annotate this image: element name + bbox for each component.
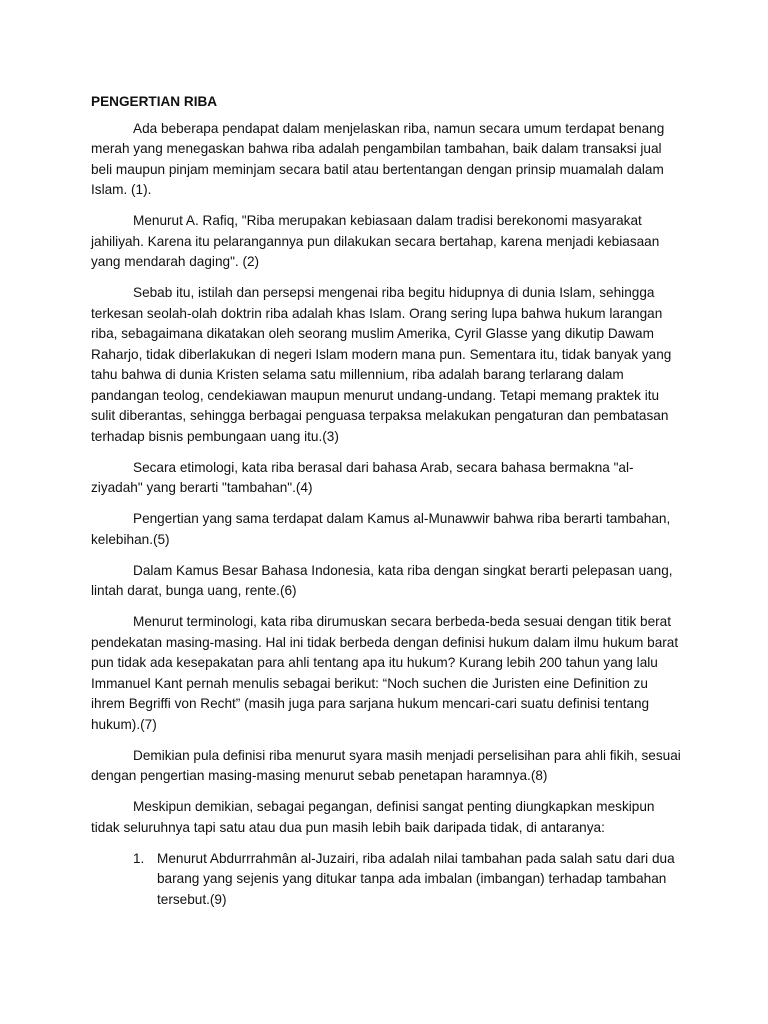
list-item-number: 1. xyxy=(133,850,145,866)
list-item-text: Menurut Abdurrrahmân al-Juzairi, riba adalah nilai tambahan pada salah satu dari dua barang yang sejenis yang ditukar tanpa ada imbalan (imbangan) terhadap tambahan tersebut.(9) xyxy=(157,850,675,907)
document-title: PENGERTIAN RIBA xyxy=(91,94,218,109)
document-body xyxy=(91,92,681,910)
list-item xyxy=(133,849,681,911)
paragraph: Sebab itu, istilah dan persepsi mengenai riba begitu hidupnya di dunia Islam, sehingga terkesan seolah-olah doktrin riba adalah khas Islam. Orang sering lupa bahwa hukum larangan riba, sebagaimana dikatakan oleh seorang muslim Amerika, Cyril Glasse yang dikutip Dawam Raharjo, tidak diberlakukan di negeri Islam modern mana pun. Sementara itu, tidak banyak yang tahu bahwa di dunia Kristen selama satu millennium, riba adalah barang terlarang dalam pandangan teolog, cendekiawan maupun menurut undang-undang. Tetapi memang praktek itu sulit diberantas, sehingga berbagai penguasa terpaksa melakukan pengaturan dan pembatasan terhadap bisnis pembungaan uang itu.(3) xyxy=(91,285,672,444)
paragraph: Meskipun demikian, sebagai pegangan, definisi sangat penting diungkapkan meskipun tidak seluruhnya tapi satu atau dua pun masih lebih baik daripada tidak, di antaranya: xyxy=(91,799,655,835)
paragraph: Pengertian yang sama terdapat dalam Kamus al-Munawwir bahwa riba berarti tambahan, kelebihan.(5) xyxy=(91,511,671,547)
paragraph: Demikian pula definisi riba menurut syara masih menjadi perselisihan para ahli fikih, sesuai dengan pengertian masing-masing menurut sebab penetapan haramnya.(8) xyxy=(91,747,681,783)
paragraph: Dalam Kamus Besar Bahasa Indonesia, kata riba dengan singkat berarti pelepasan uang, lintah darat, bunga uang, rente.(6) xyxy=(91,562,673,598)
paragraph: Secara etimologi, kata riba berasal dari bahasa Arab, secara bahasa bermakna "al-ziyadah" yang berarti "tambahan".(4) xyxy=(91,459,634,495)
definition-list xyxy=(91,849,681,911)
paragraph: Ada beberapa pendapat dalam menjelaskan riba, namun secara umum terdapat benang merah yang menegaskan bahwa riba adalah pengambilan tambahan, baik dalam transaksi jual beli maupun pinjam meminjam secara batil atau bertentangan dengan prinsip muamalah dalam Islam. (1). xyxy=(91,120,665,197)
paragraph: Menurut A. Rafiq, "Riba merupakan kebiasaan dalam tradisi berekonomi masyarakat jahiliyah. Karena itu pelarangannya pun dilakukan secara bertahap, karena menjadi kebiasaan yang mendarah daging". (2) xyxy=(91,213,660,269)
paragraph: Menurut terminologi, kata riba dirumuskan secara berbeda-beda sesuai dengan titik berat pendekatan masing-masing. Hal ini tidak berbeda dengan definisi hukum dalam ilmu hukum barat pun tidak ada kesepakatan para ahli tentang apa itu hukum? Kurang lebih 200 tahun yang lalu Immanuel Kant pernah menulis sebagai berikut: “Noch suchen die Juristen eine Definition zu ihrem Begriffi von Recht” (masih juga para sarjana hukum mencari-cari suatu definisi tentang hukum).(7) xyxy=(91,614,679,732)
